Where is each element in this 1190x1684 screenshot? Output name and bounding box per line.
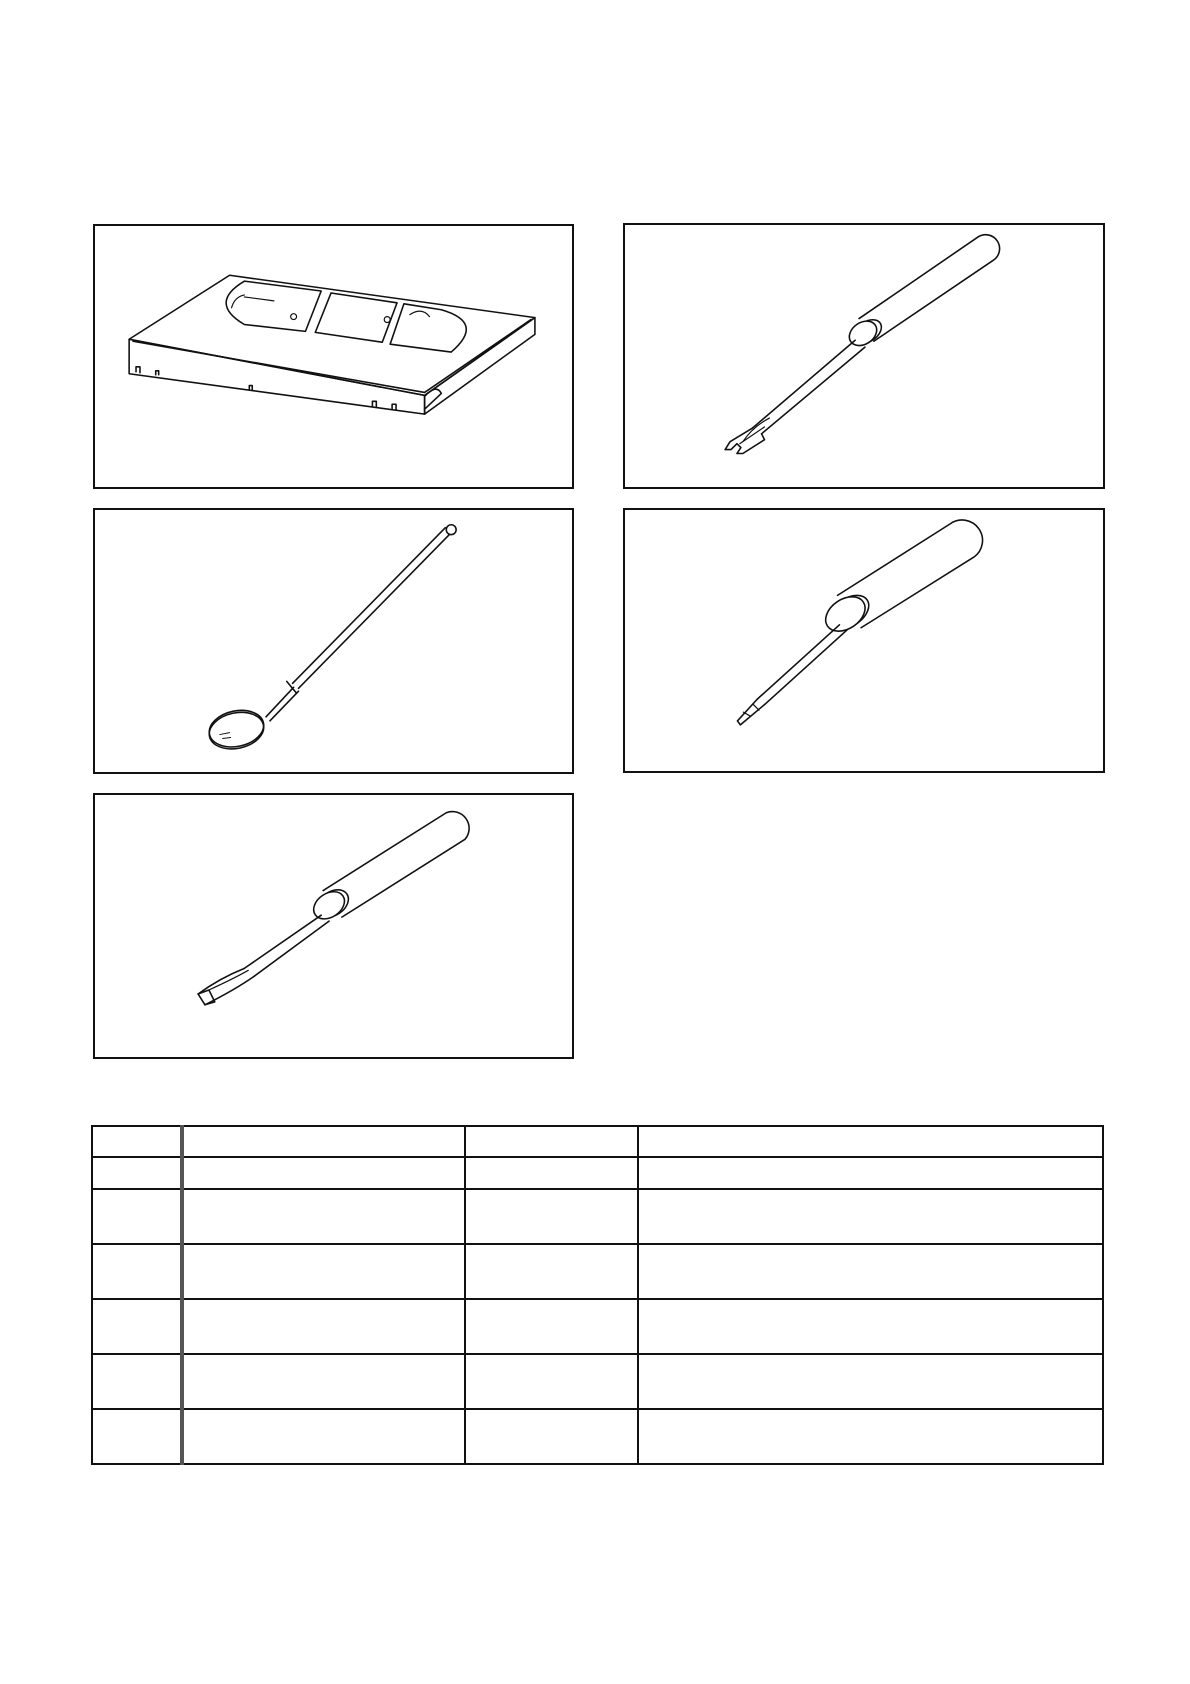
column-header-description <box>638 1126 1103 1157</box>
illustration-panel-flat-screwdriver <box>93 793 574 1059</box>
illustration-panel-jig <box>93 224 574 489</box>
table-cell <box>92 1157 182 1189</box>
table-cell <box>92 1354 182 1409</box>
alignment-jig-icon <box>95 226 572 487</box>
table-row <box>92 1299 1103 1354</box>
table-cell <box>638 1299 1103 1354</box>
illustration-panel-mirror <box>93 508 574 774</box>
table-cell <box>182 1189 465 1244</box>
column-header-name <box>182 1126 465 1157</box>
table-cell <box>465 1157 638 1189</box>
fork-tip-screwdriver-icon <box>625 225 1103 487</box>
table-cell <box>92 1189 182 1244</box>
illustration-panel-phillips <box>623 508 1105 773</box>
flat-screwdriver-icon <box>95 795 572 1057</box>
table-row <box>92 1409 1103 1464</box>
table-row <box>92 1157 1103 1189</box>
table-cell <box>92 1244 182 1299</box>
table-header-row <box>92 1126 1103 1157</box>
table-cell <box>182 1409 465 1464</box>
table-cell <box>638 1244 1103 1299</box>
table-cell <box>638 1409 1103 1464</box>
table-row <box>92 1244 1103 1299</box>
phillips-screwdriver-icon <box>625 510 1103 771</box>
table-cell <box>465 1354 638 1409</box>
inspection-mirror-icon <box>95 510 572 772</box>
table-row <box>92 1189 1103 1244</box>
table-cell <box>465 1244 638 1299</box>
table-cell <box>638 1354 1103 1409</box>
table-cell <box>182 1299 465 1354</box>
column-header-part-no <box>465 1126 638 1157</box>
table-cell <box>182 1157 465 1189</box>
table-cell <box>92 1299 182 1354</box>
tool-list-table <box>91 1125 1104 1465</box>
table-cell <box>465 1299 638 1354</box>
table-cell <box>92 1409 182 1464</box>
table-cell <box>638 1157 1103 1189</box>
table-cell <box>638 1189 1103 1244</box>
table-cell <box>465 1409 638 1464</box>
illustration-panel-fork-tool <box>623 223 1105 489</box>
table-cell <box>182 1354 465 1409</box>
column-header-no <box>92 1126 182 1157</box>
table-cell <box>465 1189 638 1244</box>
table-row <box>92 1354 1103 1409</box>
table-cell <box>182 1244 465 1299</box>
